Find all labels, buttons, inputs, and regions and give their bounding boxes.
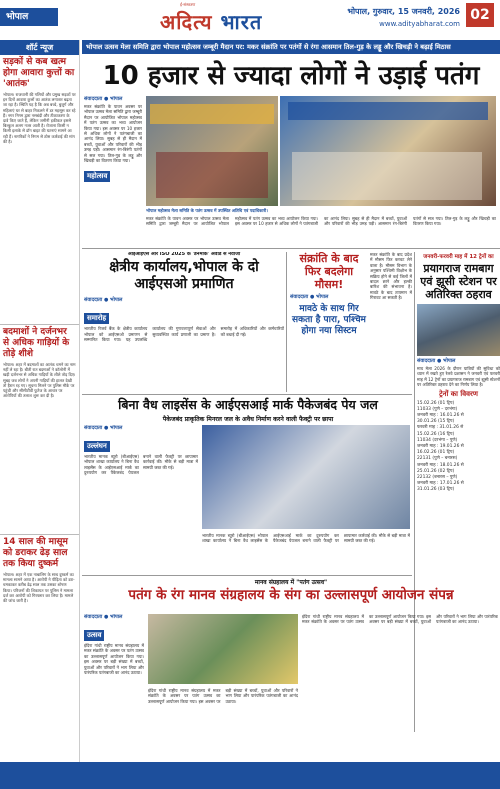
railway-byline: संवाददाता ● भोपाल xyxy=(417,358,456,364)
left-story-headline: बदमाशों ने दर्जनभर से अधिक गाड़ियों के तोड़े शीशे xyxy=(3,327,70,359)
lead-body-col2 xyxy=(146,216,496,246)
license-subhead: पैकेजबंद प्राकृतिक मिनरल जल के अवैध निर्माण करने वाली फैक्ट्री पर छापा xyxy=(162,416,334,423)
story-museum-kite[interactable] xyxy=(84,578,498,760)
train-row: जनवरी माह : 17.01.26 से xyxy=(417,481,464,487)
railway-headline: प्रयागराज रामबाग एवं झूसी स्टेशन पर अतिरिक्त ठहराव xyxy=(420,262,497,301)
story-license[interactable] xyxy=(84,397,412,573)
story2-kicker-top: आईआईएस और ISO 2025 के 'डेनमार्क' अवॉर्ड से नवाजा xyxy=(127,252,241,257)
license-photo xyxy=(202,425,410,529)
license-headline: बिना वैध लाइसेंस के आईएसआई मार्क पैकेजबंद पेय जल xyxy=(118,397,378,412)
website-url[interactable]: www.adityabharat.com xyxy=(379,20,460,28)
logo-word-a: अदित्य xyxy=(160,10,213,34)
weather-pull-quote: मावठे के साथ गिर सकता है पारा, पश्चिम होगा नया सिस्टम xyxy=(292,304,366,336)
vertical-divider xyxy=(286,252,287,392)
train-row: 11034 (दरभंगा – पुणे) xyxy=(417,437,458,443)
railway-train-list xyxy=(417,401,500,494)
lead-strapline: भोपाल उत्सव मेला समिति द्वारा भोपाल महोत्सव जम्बूरी मैदान पर: मकर संक्रांति पर पतंगों से रंगा आसमान तिल-गुड़ के लड्डू और खिचड़ी ने बढ़ाई मिठास xyxy=(82,40,500,54)
train-row: 30.01.26 (15 ट्रिप) xyxy=(417,419,455,425)
story2-kicker: समारोह xyxy=(84,313,109,324)
train-row: 22132 (बनारस – पुणे) xyxy=(417,475,458,481)
railway-kicker: जनवरी-फरवरी माह में 12 ट्रेनों का xyxy=(423,254,494,260)
lead-divider xyxy=(82,248,500,249)
train-row: 25.01.26 (02 ट्रिप) xyxy=(417,468,455,474)
train-row: जनवरी माह : 19.01.26 से xyxy=(417,444,464,450)
bottom-body-continued: इंदिरा गांधी राष्ट्रीय मानव संग्रहालय में मकर संक्रांति के अवसर पर पतंग उत्सव का उल्लासपूर्ण आयोजन किया गया। इस अवसर पर बड़ी संख्या में बच्चों, युवाओं और परिवारों ने भाग लिया और पारंपरिक पतंगबाजी का आनंद उठाया। xyxy=(302,614,498,625)
railway-list-heading: ट्रेनों का विवरण xyxy=(439,389,478,398)
left-story-body: भोपाल। राजधानी की गलियों और प्रमुख सड़कों पर इन दिनों आवारा कुत्तों का आतंक लगातार बढ़ता जा रहा है। स्थिति यह है कि अब बच्चे, बुजुर्ग और महिलाएं घर से बाहर निकलने में डर महसूस कर रहे हैं। नगर निगम द्वारा नसबंदी और टीकाकरण के दावे किए जाते हैं, लेकिन जमीनी हकीकत इससे बिल्कुल अलग नजर आती है। रोजाना किसी न किसी इलाके से डॉग बाइट की घटनाएं सामने आ रही हैं। नागरिकों ने निगम से ठोस कार्रवाई की मांग की है। xyxy=(3,92,76,144)
lead-body: मकर संक्रांति के पावन अवसर पर भोपाल उत्सव मेला समिति द्वारा जम्बूरी मैदान पर आयोजित भोपाल महोत्सव में पतंग उत्सव का भव्य आयोजन किया गया। इस अवसर पर 10 हजार से अधिक लोगों ने पतंगबाजी का आनंद लिया। सुबह से ही मैदान में बच्चों, युवाओं और परिवारों की भीड़ उमड़ पड़ी। आसमान रंग-बिरंगी पतंगों से सज गया। तिल-गुड़ के लड्डू और खिचड़ी का वितरण किया गया। xyxy=(84,104,142,164)
lead-photo-caption: भोपाल महोत्सव मेला समिति के पतंग उत्सव में उपस्थित अतिथि एवं पदाधिकारी। xyxy=(146,208,268,213)
bottom-byline: संवाददाता ● भोपाल xyxy=(84,614,123,620)
short-news-heading: शॉर्ट न्यूज xyxy=(0,40,79,55)
logo-word-b: भारत xyxy=(220,10,263,34)
story2-headline: क्षेत्रीय कार्यालय,भोपाल के दो आईएसओ प्रमाणित xyxy=(109,259,259,293)
weather-byline: संवाददाता ● भोपाल xyxy=(290,294,329,300)
license-byline: संवाददाता ● भोपाल xyxy=(84,425,123,431)
railway-photo xyxy=(417,304,500,356)
railway-body: माघ मेला 2026 के दौरान यात्रियों की सुविधा को ध्यान में रखते हुए रेलवे प्रशासन ने जनवरी एवं फरवरी माह में 12 ट्रेनों का प्रयागराज रामबाग एवं झूसी स्टेशनों पर अतिरिक्त ठहराव देने का निर्णय लिया है। xyxy=(417,366,500,388)
lead-text-column xyxy=(84,96,142,246)
page-number: 02 xyxy=(466,3,494,27)
left-story-dogs[interactable] xyxy=(0,55,79,325)
license-body-col2 xyxy=(202,533,410,571)
lead-kicker: महोत्सव xyxy=(84,171,110,182)
left-story-body: भोपाल। शहर में एक नाबालिग के साथ दुष्कर्म का मामला सामने आया है। आरोपी ने पीड़िता को डरा-धमकाकर करीब डेढ़ साल तक उसका शोषण किया। परिजनों की शिकायत पर पुलिस ने मामला दर्ज कर आरोपी को गिरफ्तार कर लिया है। मामले की जांच जारी है। xyxy=(3,572,75,604)
train-row: 16.02.26 (01 ट्रिप) xyxy=(417,450,455,456)
story2-body: भारतीय रिजर्व बैंक के क्षेत्रीय कार्यालय भोपाल को आईएसओ प्रमाणन से सम्मानित किया गया। यह उपलब्धि कार्यालय की गुणवत्तापूर्ण सेवाओं और सुव्यवस्थित कार्य प्रणाली का प्रमाण है। समारोह में अधिकारियों और कर्मचारियों को बधाई दी गई। xyxy=(84,326,284,343)
bottom-body-continued: इंदिरा गांधी राष्ट्रीय मानव संग्रहालय में मकर संक्रांति के अवसर पर पतंग उत्सव का उल्लासपूर्ण आयोजन किया गया। इस अवसर पर बड़ी संख्या में बच्चों, युवाओं और परिवारों ने भाग लिया और पारंपरिक पतंगबाजी का आनंद उठाया। xyxy=(148,688,298,704)
license-body: भारतीय मानक ब्यूरो (बीआईएस) भोपाल शाखा कार्यालय ने बिना वैध लाइसेंस के आईएसआई मार्क का दुरुपयोग कर पैकेजबंद पेयजल बनाने वाली फैक्ट्री पर छापामार कार्रवाई की। मौके से बड़ी मात्रा में सामग्री जब्त की गई। xyxy=(84,454,198,476)
dateline: भोपाल, गुरुवार, 15 जनवरी, 2026 xyxy=(347,7,460,16)
bottom-kicker-top: मानव संग्रहालय में "पतंग उत्सव" xyxy=(254,579,328,586)
logo-wordmark xyxy=(160,8,262,35)
lead-photo-second xyxy=(280,96,496,206)
story2-byline: संवाददाता ● भोपाल xyxy=(84,297,123,304)
left-story-headline: सड़कों से कब खत्म होगा आवारा कुत्तों का 'आतंक' xyxy=(3,57,75,89)
lead-headline[interactable]: 10 हजार से ज्यादा लोगों ने उड़ाई पतंग xyxy=(102,61,480,91)
train-row: जनवरी माह : 16.01.26 से xyxy=(417,413,464,419)
bottom-photo xyxy=(148,614,298,684)
horizontal-divider xyxy=(82,575,412,576)
horizontal-divider xyxy=(82,394,412,395)
left-story-headline: 14 साल की मासूम को डराकर ढेड़ साल तक किया दुष्कर्म xyxy=(3,537,68,569)
bottom-body: इंदिरा गांधी राष्ट्रीय मानव संग्रहालय में मकर संक्रांति के अवसर पर पतंग उत्सव का उल्लासपूर्ण आयोजन किया गया। इस अवसर पर बड़ी संख्या में बच्चों, युवाओं और परिवारों ने भाग लिया और पारंपरिक पतंगबाजी का आनंद उठाया। xyxy=(84,643,144,676)
train-row: 15.02.26 (01 ट्रिप) xyxy=(417,400,455,406)
story-rbi-iso[interactable] xyxy=(84,252,284,392)
train-row: 11033 (पुणे – दरभंगा) xyxy=(417,406,458,412)
weather-headline: संक्रांति के बाद फिर बदलेगा मौसम! xyxy=(299,252,359,291)
bottom-body-col3 xyxy=(148,688,298,760)
section-tab: भोपाल xyxy=(0,8,58,26)
bottom-body-col2 xyxy=(302,614,498,760)
train-row: 15.02.26 (16 ट्रिप) xyxy=(417,431,455,437)
lead-byline: संवाददाता ● भोपाल xyxy=(84,96,123,102)
train-row: जनवरी माह : 18.01.26 से xyxy=(417,462,464,468)
train-row: फरवरी माह : 31.01.26 से xyxy=(417,425,464,431)
left-story-vandalism[interactable] xyxy=(0,325,79,535)
train-row: 22131 (पुणे – बनारस) xyxy=(417,456,458,462)
bottom-headline: पतंग के रंग मानव संग्रहालय के संग का उल्लासपूर्ण आयोजन संपन्न xyxy=(128,587,454,603)
lead-photo-main xyxy=(146,96,278,206)
masthead xyxy=(0,0,500,38)
logo-tagline: ई-संस्करण xyxy=(180,2,196,7)
license-body-continued: भारतीय मानक ब्यूरो (बीआईएस) भोपाल शाखा कार्यालय ने बिना वैध लाइसेंस के आईएसआई मार्क का दुरुपयोग कर पैकेजबंद पेयजल बनाने वाली फैक्ट्री पर छापामार कार्रवाई की। मौके से बड़ी मात्रा में सामग्री जब्त की गई। xyxy=(202,533,410,544)
train-row: 31.01.26 (03 ट्रिप) xyxy=(417,487,455,493)
weather-body: मकर संक्रांति के बाद प्रदेश में मौसम फिर करवट लेने वाला है। मौसम विभाग के अनुसार पश्चिमी विक्षोभ के सक्रिय होने से कई जिलों में बादल छाने और हल्की बारिश की संभावना है। मावठे के बाद तापमान में गिरावट आ सकती है। xyxy=(370,252,412,301)
story-weather[interactable] xyxy=(290,252,368,392)
left-story-body: भोपाल। शहर में बदमाशों का आतंक थमने का नाम नहीं ले रहा है। बीती रात बदमाशों ने कॉलोनी में खड़ी दर्जनभर से अधिक गाड़ियों के शीशे तोड़ दिए। सुबह जब लोगों ने अपनी गाड़ियों की हालत देखी तो हैरान रह गए। सूचना मिलने पर पुलिस मौके पर पहुंची और सीसीटीवी फुटेज के आधार पर आरोपियों की तलाश शुरू कर दी है। xyxy=(3,362,76,399)
left-column xyxy=(0,40,80,762)
left-story-crime[interactable] xyxy=(0,535,79,773)
newspaper-logo xyxy=(160,2,300,32)
footer-strip xyxy=(0,762,500,789)
lead-body-continued: मकर संक्रांति के पावन अवसर पर भोपाल उत्सव मेला समिति द्वारा जम्बूरी मैदान पर आयोजित भोपाल महोत्सव में पतंग उत्सव का भव्य आयोजन किया गया। इस अवसर पर 10 हजार से अधिक लोगों ने पतंगबाजी का आनंद लिया। सुबह से ही मैदान में बच्चों, युवाओं और परिवारों की भीड़ उमड़ पड़ी। आसमान रंग-बिरंगी पतंगों से सज गया। तिल-गुड़ के लड्डू और खिचड़ी का वितरण किया गया। xyxy=(146,216,496,227)
bottom-kicker: उत्सव xyxy=(84,630,104,641)
license-kicker: उल्लंघन xyxy=(84,441,110,452)
